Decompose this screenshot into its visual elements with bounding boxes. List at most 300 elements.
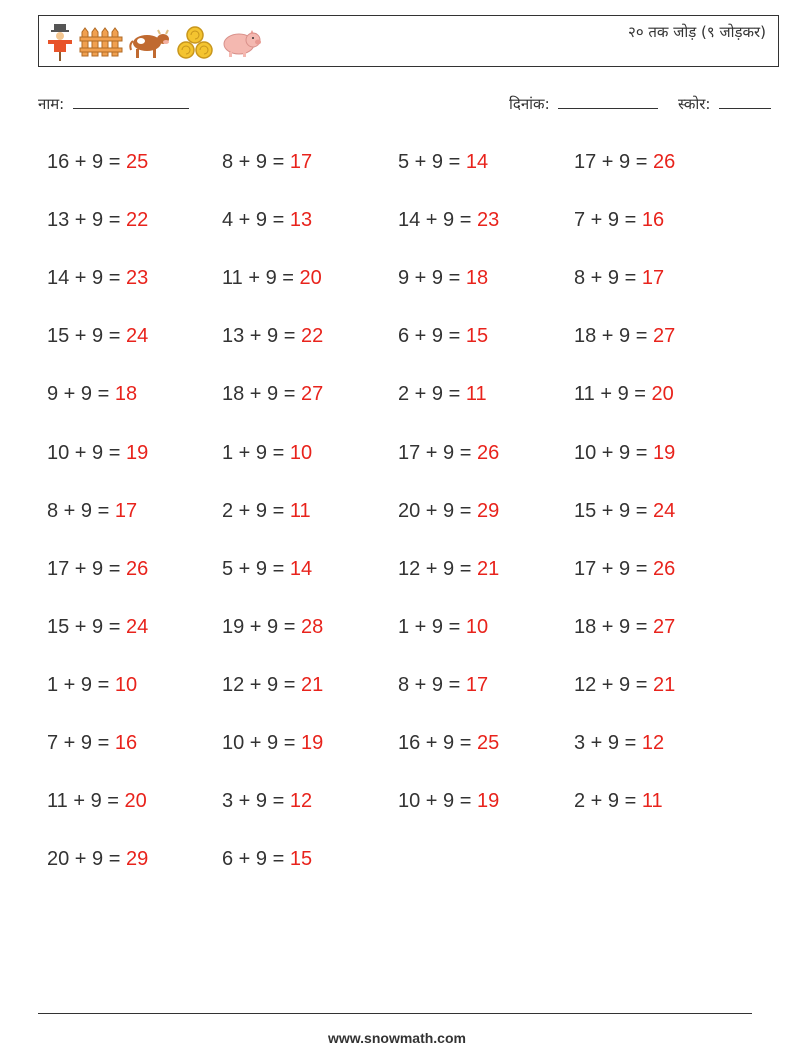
- addend-a: 12: [398, 557, 421, 580]
- problem-item: [398, 441, 499, 465]
- footer-website: www.snowmath.com: [328, 1030, 466, 1046]
- addend-a: 2: [222, 499, 234, 522]
- answer: 12: [289, 790, 313, 813]
- equals-sign: =: [454, 499, 477, 522]
- addend-b: 9: [80, 499, 93, 522]
- equals-sign: =: [103, 441, 126, 464]
- plus-sign: +: [233, 790, 256, 813]
- addend-b: 9: [267, 615, 279, 638]
- problem-item: [222, 731, 323, 755]
- equals-sign: =: [278, 732, 301, 754]
- addend-a: 12: [222, 673, 245, 696]
- answer: 25: [125, 151, 149, 173]
- plus-sign: +: [596, 615, 620, 638]
- equals-sign: =: [267, 557, 290, 580]
- addend-b: 9: [92, 209, 104, 232]
- addend-a: 8: [398, 673, 410, 696]
- equals-sign: =: [443, 151, 466, 173]
- problem-item: [222, 499, 311, 523]
- addend-a: 4: [222, 209, 234, 232]
- name-field: [38, 94, 189, 114]
- equals-sign: =: [267, 848, 290, 871]
- equals-sign: =: [630, 325, 653, 348]
- problem-item: [398, 789, 499, 813]
- answer: 17: [641, 267, 665, 290]
- addend-b: 9: [619, 325, 631, 348]
- problem-item: [574, 266, 664, 290]
- addend-a: 2: [398, 383, 410, 406]
- footer-divider: [38, 1013, 752, 1014]
- problem-item: [574, 499, 675, 523]
- equals-sign: =: [630, 615, 653, 638]
- addend-a: 19: [222, 615, 245, 638]
- pig-icon: [219, 22, 263, 62]
- addend-a: 13: [47, 209, 70, 232]
- plus-sign: +: [233, 848, 256, 871]
- answer: 16: [114, 732, 138, 754]
- answer: 12: [641, 732, 665, 754]
- addend-b: 9: [431, 383, 444, 406]
- problem-item: [398, 673, 488, 697]
- equals-sign: =: [103, 151, 126, 173]
- plus-sign: +: [596, 499, 620, 522]
- equals-sign: =: [267, 151, 290, 173]
- answer: 10: [465, 615, 489, 638]
- addend-b: 9: [255, 499, 268, 522]
- addend-a: 18: [574, 325, 597, 348]
- addend-a: 17: [574, 557, 597, 580]
- answer: 19: [652, 441, 676, 464]
- plus-sign: +: [585, 209, 608, 232]
- plus-sign: +: [58, 383, 81, 406]
- cow-icon: [127, 22, 171, 62]
- plus-sign: +: [596, 557, 620, 580]
- answer: 13: [289, 209, 313, 232]
- problem-item: [47, 441, 148, 465]
- addend-a: 5: [222, 557, 234, 580]
- addend-b: 9: [619, 499, 631, 522]
- answer: 22: [125, 209, 149, 232]
- problem-item: [398, 382, 487, 406]
- problem-item: [222, 382, 323, 406]
- equals-sign: =: [92, 383, 115, 406]
- addend-a: 11: [47, 790, 68, 813]
- addend-b: 9: [443, 790, 455, 813]
- addend-a: 8: [574, 267, 586, 290]
- addend-b: 9: [255, 441, 268, 464]
- addend-b: 9: [92, 151, 104, 173]
- addend-b: 9: [92, 267, 104, 290]
- addend-b: 9: [267, 732, 279, 754]
- addend-a: 7: [574, 209, 586, 232]
- problem-item: [574, 441, 675, 465]
- addend-a: 15: [47, 325, 70, 348]
- equals-sign: =: [278, 325, 301, 348]
- addend-b: 9: [92, 557, 104, 580]
- problem-item: [47, 731, 137, 755]
- equals-sign: =: [454, 732, 477, 754]
- equals-sign: =: [103, 557, 126, 580]
- plus-sign: +: [420, 790, 444, 813]
- equals-sign: =: [619, 267, 642, 290]
- answer: 10: [289, 441, 313, 464]
- addend-b: 9: [443, 499, 455, 522]
- answer: 11: [641, 790, 663, 813]
- problem-item: [574, 324, 675, 348]
- plus-sign: +: [420, 209, 444, 232]
- problem-item: [398, 557, 499, 581]
- name-blank: [73, 94, 189, 109]
- answer: 10: [114, 673, 138, 696]
- equals-sign: =: [630, 499, 653, 522]
- addend-a: 11: [574, 383, 595, 406]
- addend-a: 10: [574, 441, 597, 464]
- addend-b: 9: [431, 673, 444, 696]
- plus-sign: +: [420, 441, 444, 464]
- equals-sign: =: [278, 615, 301, 638]
- addend-b: 9: [607, 732, 620, 754]
- equals-sign: =: [92, 673, 115, 696]
- answer: 19: [125, 441, 149, 464]
- answer: 21: [300, 673, 324, 696]
- addend-a: 5: [398, 151, 410, 173]
- addend-a: 18: [574, 615, 597, 638]
- equals-sign: =: [628, 383, 652, 406]
- answer: 23: [125, 267, 149, 290]
- plus-sign: +: [69, 615, 93, 638]
- addend-a: 17: [47, 557, 70, 580]
- answer: 15: [289, 848, 313, 871]
- answer: 26: [476, 441, 500, 464]
- answer: 21: [476, 557, 500, 580]
- problem-item: [222, 557, 312, 581]
- plus-sign: +: [594, 383, 618, 406]
- problem-item: [574, 789, 663, 813]
- addend-b: 9: [265, 267, 277, 290]
- equals-sign: =: [103, 267, 126, 290]
- problem-item: [574, 673, 675, 697]
- answer: 29: [125, 848, 149, 871]
- answer: 27: [652, 325, 676, 348]
- addend-b: 9: [92, 848, 104, 871]
- equals-sign: =: [630, 151, 653, 173]
- equals-sign: =: [103, 848, 126, 871]
- equals-sign: =: [454, 790, 477, 813]
- problem-item: [398, 266, 488, 290]
- problem-item: [47, 847, 148, 871]
- score-label: स्कोर:: [677, 95, 711, 113]
- addend-a: 1: [222, 441, 234, 464]
- addend-b: 9: [80, 732, 93, 754]
- addend-a: 7: [47, 732, 59, 754]
- equals-sign: =: [276, 267, 300, 290]
- header-box: [38, 15, 779, 67]
- answer: 24: [125, 325, 149, 348]
- equals-sign: =: [443, 267, 466, 290]
- addend-b: 9: [267, 325, 279, 348]
- addend-a: 16: [47, 151, 70, 173]
- problem-item: [574, 615, 675, 639]
- plus-sign: +: [409, 325, 432, 348]
- date-blank: [558, 94, 658, 109]
- plus-sign: +: [585, 732, 608, 754]
- plus-sign: +: [244, 673, 268, 696]
- equals-sign: =: [267, 790, 290, 813]
- problem-item: [47, 615, 148, 639]
- addend-a: 13: [222, 325, 245, 348]
- problem-item: [222, 208, 312, 232]
- answer: 20: [124, 790, 147, 813]
- addend-a: 3: [222, 790, 234, 813]
- problem-item: [398, 324, 488, 348]
- addend-b: 9: [255, 209, 268, 232]
- plus-sign: +: [69, 151, 93, 173]
- answer: 11: [465, 383, 487, 406]
- problem-item: [398, 499, 499, 523]
- answer: 17: [465, 673, 489, 696]
- addend-b: 9: [619, 557, 631, 580]
- answer: 24: [652, 499, 676, 522]
- plus-sign: +: [409, 383, 432, 406]
- answer: 19: [300, 732, 324, 754]
- addend-b: 9: [255, 790, 268, 813]
- equals-sign: =: [619, 209, 642, 232]
- addend-b: 9: [607, 267, 620, 290]
- answer: 17: [289, 151, 313, 173]
- answer: 26: [125, 557, 149, 580]
- plus-sign: +: [233, 557, 256, 580]
- date-score-field: [509, 94, 771, 114]
- addend-b: 9: [255, 557, 268, 580]
- plus-sign: +: [69, 848, 93, 871]
- plus-sign: +: [409, 151, 432, 173]
- answer: 21: [652, 673, 676, 696]
- addend-a: 10: [222, 732, 245, 754]
- addend-b: 9: [431, 325, 444, 348]
- plus-sign: +: [409, 267, 432, 290]
- addend-a: 17: [574, 151, 597, 173]
- equals-sign: =: [630, 673, 653, 696]
- addend-a: 12: [574, 673, 597, 696]
- addend-a: 6: [222, 848, 234, 871]
- addend-b: 9: [443, 732, 455, 754]
- addend-b: 9: [443, 209, 455, 232]
- plus-sign: +: [67, 790, 91, 813]
- answer: 23: [476, 209, 500, 232]
- plus-sign: +: [409, 615, 432, 638]
- problem-item: [222, 847, 312, 871]
- problem-item: [222, 324, 323, 348]
- addend-b: 9: [617, 383, 629, 406]
- equals-sign: =: [630, 557, 653, 580]
- plus-sign: +: [69, 267, 93, 290]
- equals-sign: =: [630, 441, 653, 464]
- farm-icons: [45, 22, 263, 62]
- addend-b: 9: [80, 383, 93, 406]
- addend-b: 9: [443, 441, 455, 464]
- equals-sign: =: [267, 209, 290, 232]
- plus-sign: +: [420, 557, 444, 580]
- name-label: नाम:: [38, 95, 65, 113]
- plus-sign: +: [233, 151, 256, 173]
- equals-sign: =: [103, 615, 126, 638]
- problem-item: [574, 382, 674, 406]
- addend-a: 15: [574, 499, 597, 522]
- plus-sign: +: [58, 499, 81, 522]
- problem-item: [47, 789, 147, 813]
- addend-b: 9: [619, 615, 631, 638]
- plus-sign: +: [244, 615, 268, 638]
- plus-sign: +: [58, 673, 81, 696]
- plus-sign: +: [69, 209, 93, 232]
- plus-sign: +: [233, 499, 256, 522]
- problem-item: [47, 673, 137, 697]
- equals-sign: =: [619, 790, 642, 813]
- problem-item: [47, 208, 148, 232]
- plus-sign: +: [244, 732, 268, 754]
- addend-b: 9: [267, 383, 279, 406]
- problem-item: [222, 789, 312, 813]
- answer: 24: [125, 615, 149, 638]
- equals-sign: =: [278, 673, 301, 696]
- addend-a: 20: [398, 499, 421, 522]
- plus-sign: +: [58, 732, 81, 754]
- scarecrow-icon: [45, 22, 75, 62]
- addend-a: 3: [574, 732, 586, 754]
- answer: 18: [465, 267, 489, 290]
- plus-sign: +: [233, 441, 256, 464]
- answer: 15: [465, 325, 489, 348]
- addend-b: 9: [431, 267, 444, 290]
- fence-icon: [79, 22, 123, 62]
- addend-a: 9: [398, 267, 410, 290]
- problem-item: [47, 324, 148, 348]
- addend-b: 9: [431, 615, 444, 638]
- answer: 20: [299, 267, 322, 290]
- problem-item: [47, 557, 148, 581]
- equals-sign: =: [267, 441, 290, 464]
- answer: 18: [114, 383, 138, 406]
- addend-b: 9: [92, 441, 104, 464]
- problem-item: [574, 731, 664, 755]
- problem-item: [222, 673, 323, 697]
- plus-sign: +: [69, 441, 93, 464]
- plus-sign: +: [420, 732, 444, 754]
- addend-a: 14: [47, 267, 70, 290]
- plus-sign: +: [585, 790, 608, 813]
- answer: 17: [114, 499, 138, 522]
- addend-b: 9: [619, 151, 631, 173]
- addend-b: 9: [92, 615, 104, 638]
- worksheet-title: २० तक जोड़ (९ जोड़कर): [628, 23, 766, 41]
- plus-sign: +: [233, 209, 256, 232]
- problem-item: [222, 150, 312, 174]
- answer: 14: [289, 557, 313, 580]
- addend-a: 10: [398, 790, 421, 813]
- problem-item: [398, 615, 488, 639]
- equals-sign: =: [443, 325, 466, 348]
- answer: 14: [465, 151, 489, 173]
- score-blank: [719, 94, 771, 109]
- hay-bales-icon: [175, 22, 215, 62]
- addend-a: 1: [47, 673, 59, 696]
- addend-b: 9: [90, 790, 102, 813]
- answer: 26: [652, 557, 676, 580]
- answer: 11: [289, 499, 311, 522]
- addend-b: 9: [255, 848, 268, 871]
- addend-b: 9: [607, 209, 620, 232]
- addend-a: 20: [47, 848, 70, 871]
- addend-b: 9: [267, 673, 279, 696]
- plus-sign: +: [420, 499, 444, 522]
- plus-sign: +: [242, 267, 266, 290]
- addend-a: 2: [574, 790, 586, 813]
- addend-b: 9: [431, 151, 444, 173]
- problem-item: [574, 150, 675, 174]
- problem-item: [47, 266, 148, 290]
- addend-a: 8: [222, 151, 234, 173]
- equals-sign: =: [619, 732, 642, 754]
- plus-sign: +: [244, 325, 268, 348]
- addend-a: 1: [398, 615, 410, 638]
- plus-sign: +: [596, 441, 620, 464]
- addend-b: 9: [619, 441, 631, 464]
- addend-b: 9: [443, 557, 455, 580]
- plus-sign: +: [596, 673, 620, 696]
- answer: 27: [652, 615, 676, 638]
- answer: 22: [300, 325, 324, 348]
- problem-item: [47, 499, 137, 523]
- equals-sign: =: [454, 441, 477, 464]
- problem-item: [47, 382, 137, 406]
- equals-sign: =: [278, 383, 301, 406]
- equals-sign: =: [443, 383, 466, 406]
- answer: 16: [641, 209, 665, 232]
- addend-b: 9: [92, 325, 104, 348]
- problem-item: [222, 615, 323, 639]
- plus-sign: +: [596, 151, 620, 173]
- equals-sign: =: [103, 325, 126, 348]
- plus-sign: +: [596, 325, 620, 348]
- plus-sign: +: [409, 673, 432, 696]
- problem-item: [398, 208, 499, 232]
- equals-sign: =: [454, 209, 477, 232]
- answer: 27: [300, 383, 324, 406]
- addend-b: 9: [619, 673, 631, 696]
- problem-item: [398, 731, 499, 755]
- equals-sign: =: [443, 615, 466, 638]
- answer: 25: [476, 732, 500, 754]
- problem-item: [574, 208, 664, 232]
- plus-sign: +: [69, 557, 93, 580]
- answer: 28: [300, 615, 324, 638]
- equals-sign: =: [454, 557, 477, 580]
- addend-a: 17: [398, 441, 421, 464]
- problem-item: [398, 150, 488, 174]
- problem-item: [222, 266, 322, 290]
- addend-a: 8: [47, 499, 59, 522]
- equals-sign: =: [103, 209, 126, 232]
- date-label: दिनांक:: [509, 95, 550, 113]
- addend-a: 11: [222, 267, 243, 290]
- problem-item: [222, 441, 312, 465]
- addend-b: 9: [607, 790, 620, 813]
- addend-a: 14: [398, 209, 421, 232]
- problem-item: [47, 150, 148, 174]
- addend-a: 15: [47, 615, 70, 638]
- equals-sign: =: [267, 499, 290, 522]
- equals-sign: =: [101, 790, 125, 813]
